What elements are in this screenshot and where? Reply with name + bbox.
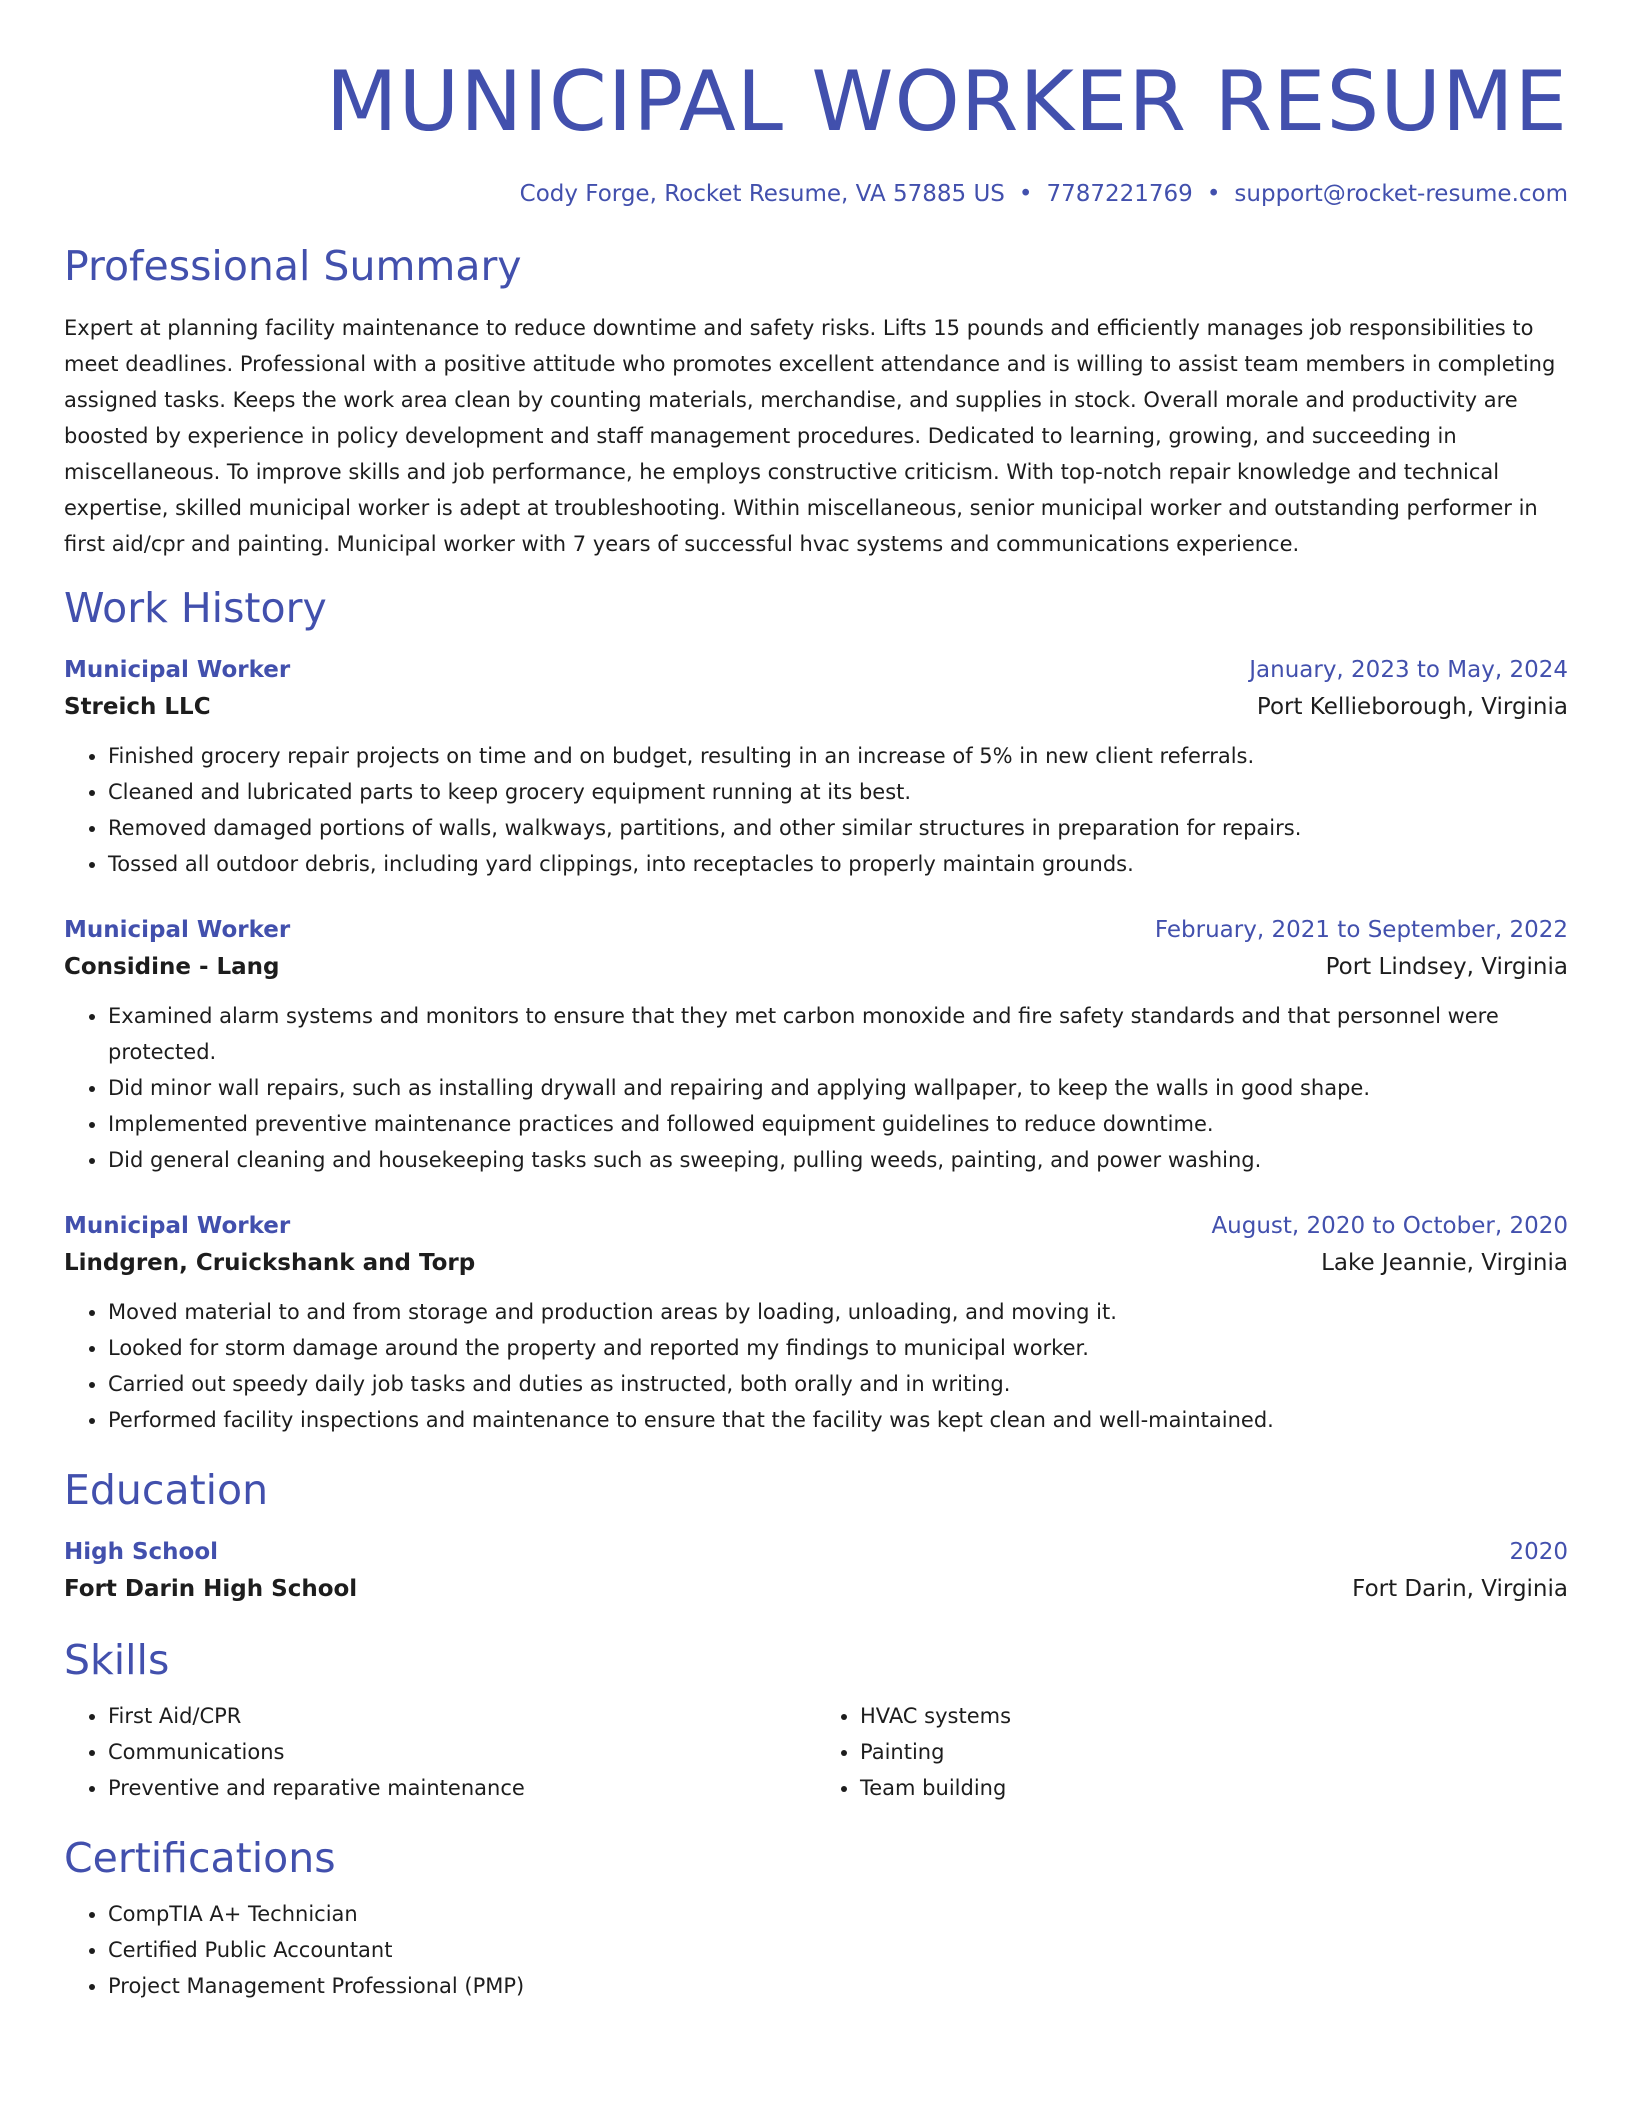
job-bullet: • Moved material to and from storage and production areas by loading, unloading, and moving it. [108, 1294, 1568, 1330]
job-bullet: • Implemented preventive maintenance practices and followed equipment guidelines to reduce downtime. [108, 1106, 1568, 1142]
job-dates: January, 2023 to May, 2024 [1249, 657, 1568, 683]
certification-item: • Certified Public Accountant [108, 1932, 1568, 1968]
education-entry [64, 1534, 1568, 1608]
job-entry [64, 1208, 1568, 1438]
job-company: Considine - Lang [64, 954, 280, 980]
summary-section [64, 240, 1568, 562]
job-location: Port Kellieborough, Virginia [1256, 694, 1568, 720]
job-bullet: • Finished grocery repair projects on time and on budget, resulting in an increase of 5% in new client referrals. [108, 738, 1568, 774]
section-heading-summary: Professional Summary [64, 242, 522, 290]
skills-column-right [816, 1698, 1568, 1806]
job-role: Municipal Worker [64, 657, 291, 683]
section-heading-work-history: Work History [64, 584, 327, 632]
job-title-row [64, 912, 1568, 948]
skill-item: • HVAC systems [860, 1698, 1568, 1734]
contact-separator: • [1206, 181, 1221, 207]
certifications-list [64, 1896, 1568, 2004]
section-heading-skills: Skills [64, 1636, 170, 1684]
education-school: Fort Darin High School [64, 1576, 358, 1602]
certification-item: • CompTIA A+ Technician [108, 1896, 1568, 1932]
job-bullets [64, 998, 1568, 1178]
skill-item: • Painting [860, 1734, 1568, 1770]
education-section [64, 1464, 1568, 1608]
job-dates: August, 2020 to October, 2020 [1211, 1213, 1568, 1239]
job-dates: February, 2021 to September, 2022 [1154, 917, 1568, 943]
resume-header [64, 52, 1568, 210]
skill-item: • Team building [860, 1770, 1568, 1806]
job-bullets [64, 1294, 1568, 1438]
contact-email[interactable]: support@rocket-resume.com [1234, 181, 1568, 207]
job-company: Lindgren, Cruickshank and Torp [64, 1250, 476, 1276]
work-history-section [64, 582, 1568, 1438]
job-bullet: • Did general cleaning and housekeeping tasks such as sweeping, pulling weeds, painting, and power washing. [108, 1142, 1568, 1178]
education-location: Fort Darin, Virginia [1352, 1576, 1568, 1602]
contact-phone: 7787221769 [1046, 181, 1193, 207]
skills-grid [64, 1698, 1568, 1806]
job-company-row [64, 688, 1568, 726]
education-degree: High School [64, 1539, 219, 1565]
education-year: 2020 [1509, 1539, 1568, 1565]
job-location: Port Lindsey, Virginia [1325, 954, 1568, 980]
job-bullet: • Cleaned and lubricated parts to keep grocery equipment running at its best. [108, 774, 1568, 810]
job-entry [64, 652, 1568, 882]
certifications-section [64, 1832, 1568, 2004]
job-bullet: • Carried out speedy daily job tasks and duties as instructed, both orally and in writing. [108, 1366, 1568, 1402]
job-company-row [64, 948, 1568, 986]
job-bullet: • Removed damaged portions of walls, walkways, partitions, and other similar structures in preparation for repairs. [108, 810, 1568, 846]
skills-section [64, 1634, 1568, 1806]
job-location: Lake Jeannie, Virginia [1321, 1250, 1568, 1276]
section-heading-certifications: Certifications [64, 1834, 336, 1882]
job-bullet: • Performed facility inspections and maintenance to ensure that the facility was kept clean and well-maintained. [108, 1402, 1568, 1438]
job-role: Municipal Worker [64, 917, 291, 943]
job-bullets [64, 738, 1568, 882]
job-bullet: • Tossed all outdoor debris, including yard clippings, into receptacles to properly maintain grounds. [108, 846, 1568, 882]
job-bullet: • Did minor wall repairs, such as installing drywall and repairing and applying wallpaper, to keep the walls in good shape. [108, 1070, 1568, 1106]
job-entry [64, 912, 1568, 1178]
job-company-row [64, 1244, 1568, 1282]
skills-column-left [64, 1698, 816, 1806]
education-school-row [64, 1570, 1568, 1608]
resume-title: MUNICIPAL WORKER RESUME [325, 53, 1568, 150]
job-bullet: • Looked for storm damage around the property and reported my findings to municipal worker. [108, 1330, 1568, 1366]
summary-text: Expert at planning facility maintenance to reduce downtime and safety risks. Lifts 15 pounds and efficiently manages job responsibilities to meet deadlines. Professional with a positive attitude who promotes excellent attendance and is willing to assist team members in completing assigned tasks. Keeps the work area clean by counting materials, merchandise, and supplies in stock. Overall morale and productivity are boosted by experience in policy development and staff management procedures. Dedicated to learning, growing, and succeeding in miscellaneous. To improve skills and job performance, he employs constructive criticism. With top-notch repair knowledge and technical expertise, skilled municipal worker is adept at troubleshooting. Within miscellaneous, senior municipal worker and outstanding performer in first aid/cpr and painting. Municipal worker with 7 years of successful hvac systems and communications experience. [64, 316, 1556, 556]
certification-item: • Project Management Professional (PMP) [108, 1968, 1568, 2004]
contact-address: Cody Forge, Rocket Resume, VA 57885 US [519, 181, 1005, 207]
contact-line [64, 178, 1568, 210]
job-title-row [64, 652, 1568, 688]
job-company: Streich LLC [64, 694, 211, 720]
skill-item: • First Aid/CPR [108, 1698, 816, 1734]
section-heading-education: Education [64, 1466, 269, 1514]
contact-separator: • [1018, 181, 1033, 207]
skill-item: • Preventive and reparative maintenance [108, 1770, 816, 1806]
job-role: Municipal Worker [64, 1213, 291, 1239]
skill-item: • Communications [108, 1734, 816, 1770]
education-degree-row [64, 1534, 1568, 1570]
job-bullet: • Examined alarm systems and monitors to ensure that they met carbon monoxide and fire safety standards and that personnel were protected. [108, 998, 1568, 1070]
job-title-row [64, 1208, 1568, 1244]
